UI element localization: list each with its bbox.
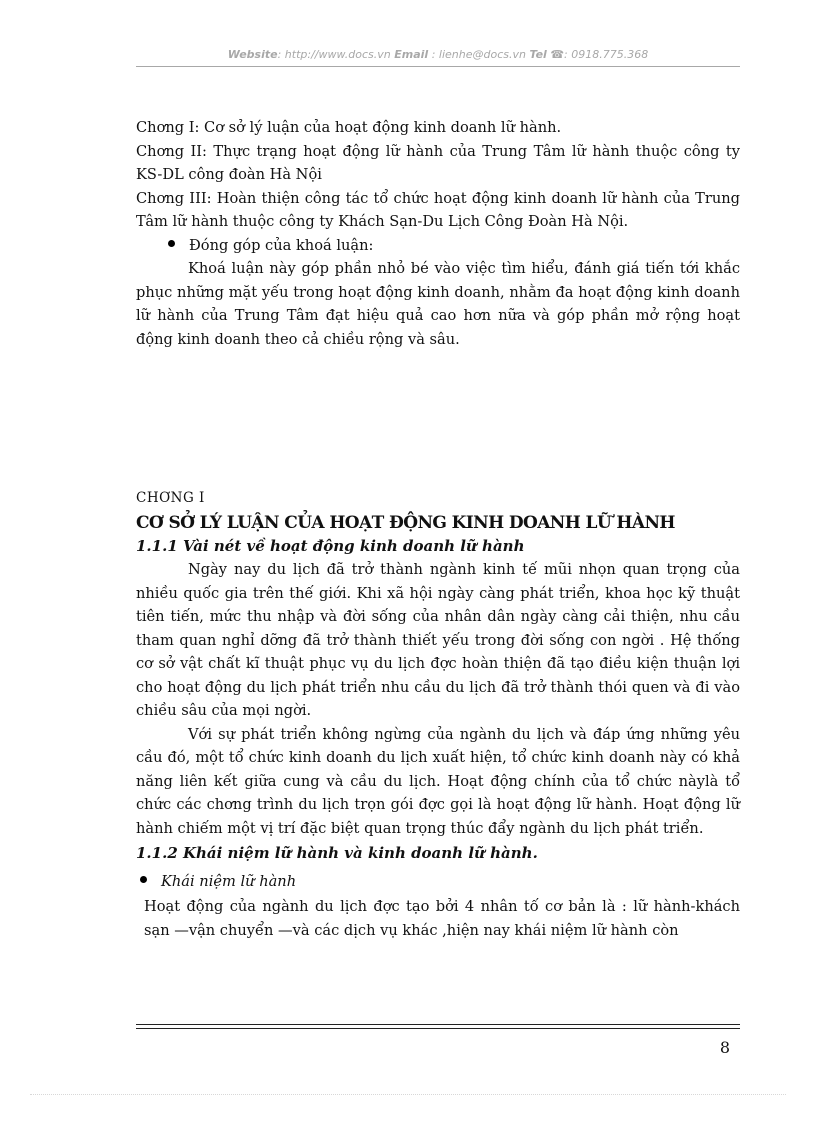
website-value: : http://www.docs.vn (277, 48, 391, 61)
chapter-outline-3: Chơng III: Hoàn thiện công tác tổ chức hoạt động kinh doanh lữ hành của Trung Tâm lữ hành thuộc công ty Khách Sạn-Du Lịch Công Đoàn Hà Nội. (136, 189, 740, 230)
paragraph-3: Hoạt động của ngành du lịch đợc tạo bởi 4 nhân tố cơ bản là : lữ hành-khách sạn —vận chuyển —và các dịch vụ khác ,hiện nay khái niệm lữ hành còn (144, 898, 740, 939)
tel-value: : 0918.775.368 (564, 48, 649, 61)
bullet-icon (140, 876, 147, 883)
chapter-title: CƠ SỞ LÝ LUẬN CỦA HOẠT ĐỘNG KINH DOANH LỮ HÀNH (136, 512, 675, 533)
chapter-outline-1: Chơng I: Cơ sở lý luận của hoạt động kinh doanh lữ hành. (136, 119, 562, 136)
paragraph-1: Ngày nay du lịch đã trở thành ngành kinh tế mũi nhọn quan trọng của nhiều quốc gia trên thế giới. Khi xã hội ngày càng phát triển, khoa học kỹ thuật tiên tiến, mức thu nhập và đời sống của nhân dân ngày càng cải thiện, nhu cầu tham quan nghỉ dỡng đã trở thành thiết yếu trong đời sống con ngời . Hệ thống cơ sở vật chất kĩ thuật phục vụ du lịch đợc hoàn thiện đã tạo điều kiện thuận lợi cho hoạt động du lịch phát triển nhu cầu du lịch đã trở thành thói quen và đi vào chiều sâu của mọi ngời. (136, 561, 740, 719)
header-divider (136, 66, 740, 67)
chapter-outline-2: Chơng II: Thực trạng hoạt động lữ hành của Trung Tâm lữ hành thuộc công ty KS-DL công đoàn Hà Nội (136, 142, 740, 183)
section-heading-1-1-2: 1.1.2 Khái niệm lữ hành và kinh doanh lữ hành. (136, 844, 538, 862)
section-heading-1-1-1: 1.1.1 Vài nét về hoạt động kinh doanh lữ hành (136, 536, 525, 555)
website-label: Website (227, 48, 278, 61)
spacer (136, 351, 740, 487)
email-value: : lienhe@docs.vn (431, 48, 526, 61)
email-label: Email (394, 48, 429, 61)
chapter-number: CHƠNG I (136, 490, 205, 506)
page-header (136, 48, 740, 61)
footer-divider-bottom (136, 1028, 740, 1029)
concept-bullet (136, 870, 740, 894)
footer-divider-top (136, 1024, 740, 1025)
contribution-heading: Đóng góp của khoá luận: (189, 236, 374, 254)
document-body (136, 116, 740, 942)
page-bottom-dotted-line (30, 1094, 786, 1095)
page-number: 8 (719, 1038, 730, 1057)
contribution-bullet (136, 234, 740, 258)
concept-heading: Khái niệm lữ hành (161, 872, 297, 890)
paragraph-2: Với sự phát triển không ngừng của ngành du lịch và đáp ứng những yêu cầu đó, một tổ chức kinh doanh du lịch xuất hiện, tổ chức kinh doanh này có khả năng liên kết giữa cung và cầu du lịch. Hoạt động chính của tổ chức nàylà tổ chức các chơng trình du lịch trọn gói đợc gọi là hoạt động lữ hành. Hoạt động lữ hành chiếm một vị trí đặc biệt quan trọng thúc đẩy ngành du lịch phát triển. (136, 725, 740, 837)
contribution-paragraph: Khoá luận này góp phần nhỏ bé vào việc tìm hiểu, đánh giá tiến tới khắc phục những mặt yếu trong hoạt động kinh doanh, nhằm đa hoạt động kinh doanh lữ hành của Trung Tâm đạt hiệu quả cao hơn nữa và góp phần mở rộng hoạt động kinh doanh theo cả chiều rộng và sâu. (136, 260, 740, 348)
bullet-icon (168, 240, 175, 247)
tel-label: Tel (529, 48, 547, 61)
phone-icon: ☎ (550, 48, 565, 61)
